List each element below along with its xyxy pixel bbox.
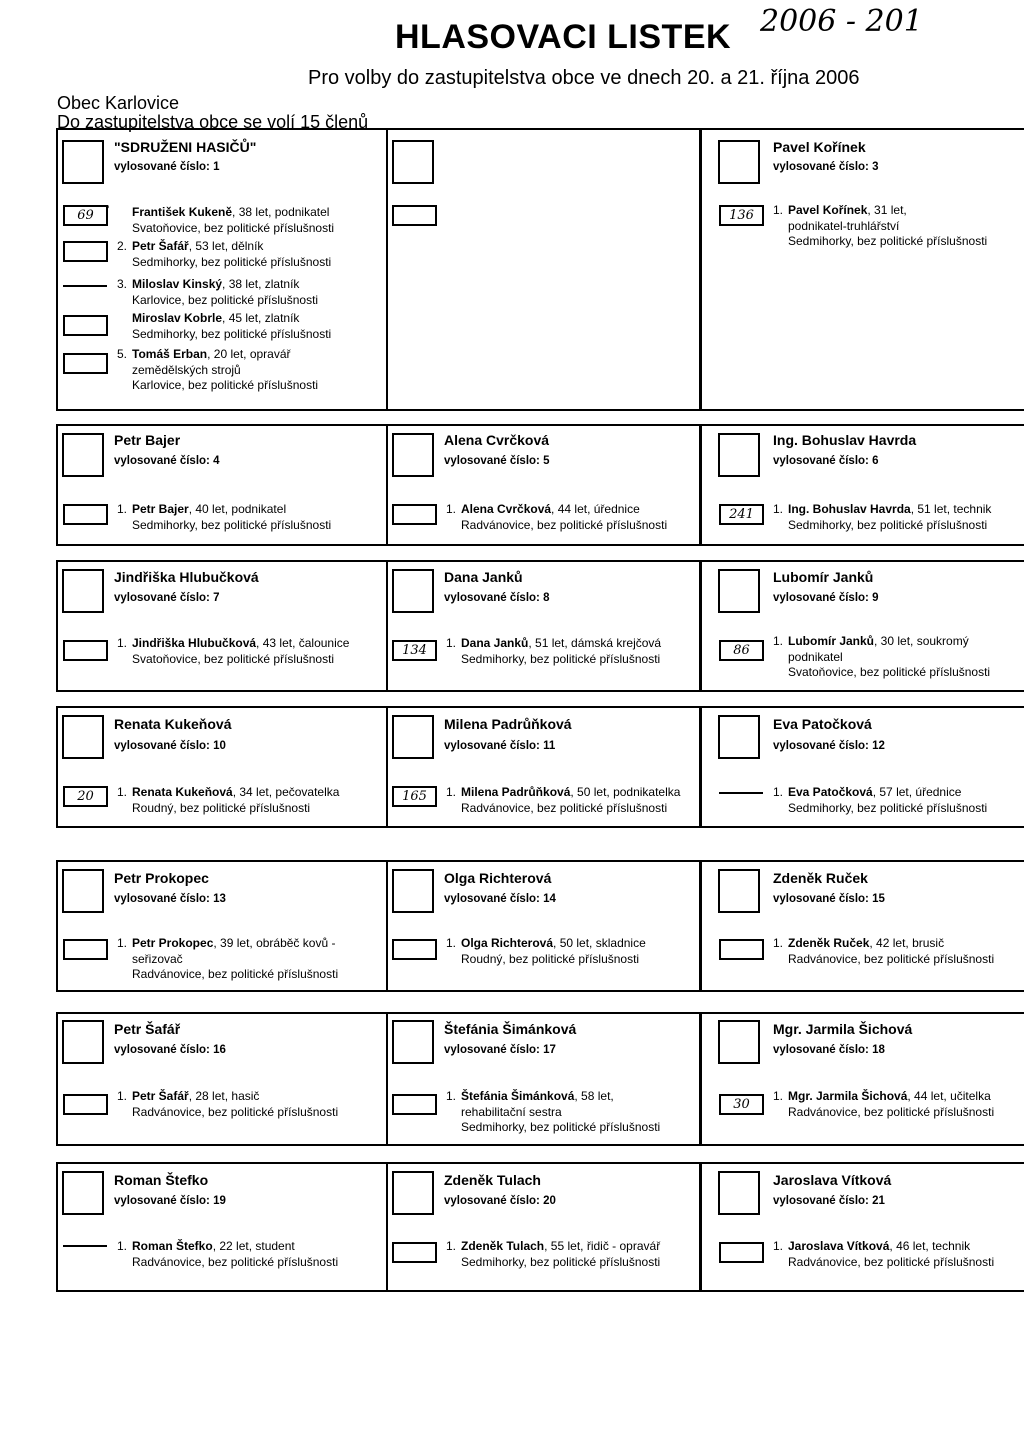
candidate-checkbox[interactable]: 165 bbox=[392, 786, 437, 807]
party-checkbox-18[interactable] bbox=[718, 1020, 760, 1064]
candidate-entry: 1. Dana Janků, 51 let, dámská krejčová Sedmihorky, bez politické příslušnosti bbox=[446, 636, 662, 666]
candidate-checkbox[interactable]: 136 bbox=[719, 205, 764, 226]
party-checkbox-11[interactable] bbox=[392, 715, 434, 759]
candidate-checkbox[interactable]: 69 bbox=[63, 205, 108, 226]
party-checkbox-7[interactable] bbox=[62, 569, 104, 613]
candidate-entry: 1. Milena Padrůňková, 50 let, podnikatelka Radvánovice, bez politické příslušnosti bbox=[446, 785, 681, 815]
council-info: Do zastupitelstva obce se volí 15 členů bbox=[57, 112, 369, 132]
party-number: vylosované číslo: 21 bbox=[773, 1195, 885, 1207]
candidate-checkbox[interactable] bbox=[719, 792, 763, 794]
candidate-checkbox[interactable] bbox=[63, 504, 108, 525]
party-name: Milena Padrůňková bbox=[444, 716, 572, 732]
ballot-title: HLASOVACI LISTEK bbox=[395, 18, 732, 56]
candidate-checkbox[interactable] bbox=[719, 939, 764, 960]
party-name: Eva Patočková bbox=[773, 716, 872, 732]
party-number: vylosované číslo: 3 bbox=[773, 161, 879, 173]
party-name: Dana Janků bbox=[444, 569, 523, 585]
party-checkbox-8[interactable] bbox=[392, 569, 434, 613]
party-checkbox-12[interactable] bbox=[718, 715, 760, 759]
candidate-entry: 1. Alena Cvrčková, 44 let, úřednice Radvánovice, bez politické příslušnosti bbox=[446, 502, 668, 532]
party-name: Petr Šafář bbox=[114, 1021, 181, 1037]
party-name: Ing. Bohuslav Havrda bbox=[773, 432, 917, 448]
party-number: vylosované číslo: 4 bbox=[114, 455, 220, 467]
party-name: Zdeněk Ruček bbox=[773, 870, 868, 886]
candidate-checkbox[interactable] bbox=[63, 939, 108, 960]
candidate-entry: 1. Petr Bajer, 40 let, podnikatel Sedmihorky, bez politické příslušnosti bbox=[117, 502, 332, 532]
candidate-entry: 3. Miloslav Kinský, 38 let, zlatník Karlovice, bez politické příslušnosti bbox=[117, 277, 319, 307]
party-name: Zdeněk Tulach bbox=[444, 1172, 541, 1188]
party-checkbox-10[interactable] bbox=[62, 715, 104, 759]
party-checkbox-17[interactable] bbox=[392, 1020, 434, 1064]
party-checkbox-2[interactable] bbox=[392, 140, 434, 184]
candidate-entry: 2. Petr Šafář, 53 let, dělník Sedmihorky, bez politické příslušnosti bbox=[117, 239, 332, 269]
party-number: vylosované číslo: 10 bbox=[114, 740, 226, 752]
candidate-checkbox[interactable] bbox=[719, 1242, 764, 1263]
candidate-entry: 1. Ing. Bohuslav Havrda, 51 let, technik Sedmihorky, bez politické příslušnosti bbox=[773, 502, 992, 532]
party-number: vylosované číslo: 7 bbox=[114, 592, 220, 604]
party-checkbox-16[interactable] bbox=[62, 1020, 104, 1064]
party-number: vylosované číslo: 9 bbox=[773, 592, 879, 604]
party-number: vylosované číslo: 11 bbox=[444, 740, 556, 752]
candidate-checkbox[interactable] bbox=[392, 1242, 437, 1263]
handwritten-note: 2006 - 201 bbox=[760, 4, 923, 39]
party-name: Petr Bajer bbox=[114, 432, 181, 448]
candidate-entry: 1. Eva Patočková, 57 let, úřednice Sedmihorky, bez politické příslušnosti bbox=[773, 785, 988, 815]
party-number: vylosované číslo: 18 bbox=[773, 1044, 885, 1056]
party-checkbox-5[interactable] bbox=[392, 433, 434, 477]
party-name: Mgr. Jarmila Šichová bbox=[773, 1021, 913, 1037]
party-checkbox-15[interactable] bbox=[718, 869, 760, 913]
party-number: vylosované číslo: 13 bbox=[114, 893, 226, 905]
party-number: vylosované číslo: 20 bbox=[444, 1195, 556, 1207]
candidate-checkbox[interactable]: 30 bbox=[719, 1094, 764, 1115]
candidate-entry: 1. Štefánia Šimánková, 58 let, rehabilitační sestra Sedmihorky, bez politické příslušnosti bbox=[446, 1089, 661, 1134]
party-name: Olga Richterová bbox=[444, 870, 552, 886]
party-name: Pavel Kořínek bbox=[773, 139, 866, 155]
candidate-entry: 1. Olga Richterová, 50 let, skladnice Roudný, bez politické příslušnosti bbox=[446, 936, 646, 966]
candidate-checkbox[interactable]: 134 bbox=[392, 640, 437, 661]
candidate-entry: 1. Petr Šafář, 28 let, hasič Radvánovice, bez politické příslušnosti bbox=[117, 1089, 339, 1119]
party-number: vylosované číslo: 16 bbox=[114, 1044, 226, 1056]
candidate-checkbox[interactable] bbox=[63, 640, 108, 661]
municipality-name: Obec Karlovice bbox=[57, 93, 180, 113]
candidate-entry: 1. Zdeněk Ruček, 42 let, brusič Radvánovice, bez politické příslušnosti bbox=[773, 936, 995, 966]
party-name: Renata Kukeňová bbox=[114, 716, 232, 732]
candidate-checkbox[interactable]: 20 bbox=[63, 786, 108, 807]
party-number: vylosované číslo: 6 bbox=[773, 455, 879, 467]
candidate-entry: 1. Mgr. Jarmila Šichová, 44 let, učitelka Radvánovice, bez politické příslušnosti bbox=[773, 1089, 995, 1119]
party-panel-16 bbox=[56, 1012, 388, 1146]
candidate-checkbox[interactable] bbox=[392, 205, 437, 226]
candidate-checkbox[interactable] bbox=[63, 353, 108, 374]
candidate-entry: 1. Jindřiška Hlubučková, 43 let, čalounice Svatoňovice, bez politické příslušnosti bbox=[117, 636, 350, 666]
candidate-entry: 1. Zdeněk Tulach, 55 let, řidič - opravář Sedmihorky, bez politické příslušnosti bbox=[446, 1239, 661, 1269]
candidate-entry: 5. Tomáš Erban, 20 let, opravář zemědělských strojů Karlovice, bez politické příslušnosti bbox=[117, 347, 319, 392]
candidate-entry: 1. Petr Prokopec, 39 let, obráběč kovů - seřizovač Radvánovice, bez politické příslušnosti bbox=[117, 936, 339, 981]
party-number: vylosované číslo: 17 bbox=[444, 1044, 556, 1056]
party-number: vylosované číslo: 15 bbox=[773, 893, 885, 905]
candidate-checkbox[interactable] bbox=[392, 939, 437, 960]
ballot-subtitle: Pro volby do zastupitelstva obce ve dnech 20. a 21. října 2006 bbox=[308, 67, 860, 89]
party-number: vylosované číslo: 5 bbox=[444, 455, 550, 467]
party-checkbox-13[interactable] bbox=[62, 869, 104, 913]
candidate-entry: 1. Pavel Kořínek, 31 let, podnikatel-truhlářství Sedmihorky, bez politické příslušnosti bbox=[773, 203, 988, 248]
party-checkbox-9[interactable] bbox=[718, 569, 760, 613]
candidate-entry: 1. Renata Kukeňová, 34 let, pečovatelka Roudný, bez politické příslušnosti bbox=[117, 785, 340, 815]
candidate-checkbox[interactable] bbox=[63, 315, 108, 336]
party-checkbox-3[interactable] bbox=[718, 140, 760, 184]
party-number: vylosované číslo: 19 bbox=[114, 1195, 226, 1207]
candidate-entry: Miroslav Kobrle, 45 let, zlatník Sedmihorky, bez politické příslušnosti bbox=[132, 311, 332, 341]
party-name: Jindřiška Hlubučková bbox=[114, 569, 259, 585]
party-number: vylosované číslo: 8 bbox=[444, 592, 550, 604]
candidate-entry: 1. Roman Štefko, 22 let, student Radvánovice, bez politické příslušnosti bbox=[117, 1239, 339, 1269]
party-number: vylosované číslo: 14 bbox=[444, 893, 556, 905]
candidate-checkbox[interactable] bbox=[63, 285, 107, 287]
party-checkbox-6[interactable] bbox=[718, 433, 760, 477]
candidate-entry: 1. Lubomír Janků, 30 let, soukromý podnikatel Svatoňovice, bez politické příslušnosti bbox=[773, 634, 991, 679]
party-name: Lubomír Janků bbox=[773, 569, 874, 585]
party-name: Štefánia Šimánková bbox=[444, 1021, 577, 1037]
candidate-checkbox[interactable] bbox=[392, 504, 437, 525]
party-name: Roman Štefko bbox=[114, 1172, 209, 1188]
candidate-checkbox[interactable] bbox=[392, 1094, 437, 1115]
party-checkbox-1[interactable] bbox=[62, 140, 104, 184]
party-name: Petr Prokopec bbox=[114, 870, 209, 886]
party-checkbox-4[interactable] bbox=[62, 433, 104, 477]
candidate-checkbox[interactable] bbox=[63, 241, 108, 262]
candidate-checkbox[interactable]: 86 bbox=[719, 640, 764, 661]
candidate-checkbox[interactable] bbox=[63, 1245, 107, 1247]
party-number: vylosované číslo: 1 bbox=[114, 161, 220, 173]
party-name: "SDRUŽENI HASIČŮ" bbox=[114, 139, 257, 155]
party-checkbox-14[interactable] bbox=[392, 869, 434, 913]
party-name: Alena Cvrčková bbox=[444, 432, 550, 448]
candidate-checkbox[interactable]: 241 bbox=[719, 504, 764, 525]
candidate-entry: 1. Jaroslava Vítková, 46 let, technik Radvánovice, bez politické příslušnosti bbox=[773, 1239, 995, 1269]
candidate-entry: ' František Kukeně, 38 let, podnikatel Svatoňovice, bez politické příslušnosti bbox=[107, 203, 335, 235]
candidate-checkbox[interactable] bbox=[63, 1094, 108, 1115]
party-panel-19 bbox=[56, 1162, 388, 1292]
party-name: Jaroslava Vítková bbox=[773, 1172, 892, 1188]
party-number: vylosované číslo: 12 bbox=[773, 740, 885, 752]
party-checkbox-21[interactable] bbox=[718, 1171, 760, 1215]
party-checkbox-19[interactable] bbox=[62, 1171, 104, 1215]
party-checkbox-20[interactable] bbox=[392, 1171, 434, 1215]
